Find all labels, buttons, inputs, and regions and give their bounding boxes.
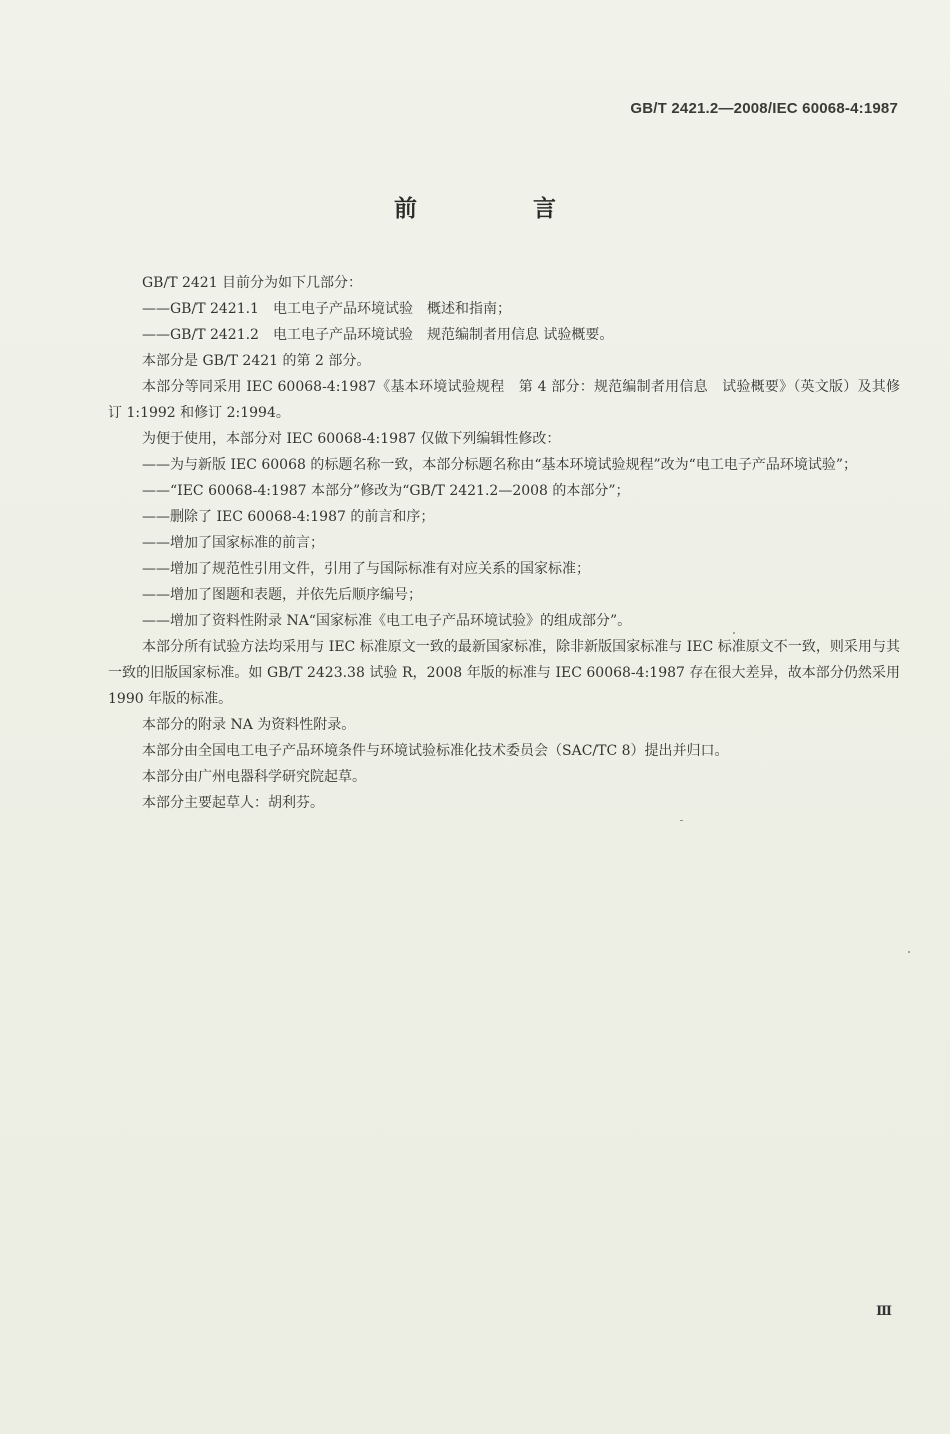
paragraph: 本部分由全国电工电子产品环境条件与环境试验标准化技术委员会（SAC/TC 8）提出并归口。 [142, 743, 729, 759]
list-item: ——删除了 IEC 60068-4:1987 的前言和序； [142, 509, 435, 525]
list-item: ——GB/T 2421.2 电工电子产品环境试验 规范编制者用信息 试验概要。 [142, 327, 614, 343]
list-item: ——增加了国家标准的前言； [142, 535, 324, 551]
foreword-body [108, 270, 900, 816]
list-item: ——增加了规范性引用文件，引用了与国际标准有对应关系的国家标准； [142, 561, 590, 577]
list-item: ——增加了资料性附录 NA“国家标准《电工电子产品环境试验》的组成部分”。 [142, 613, 632, 629]
paragraph: 本部分是 GB/T 2421 的第 2 部分。 [142, 353, 371, 369]
list-item: ——“IEC 60068-4:1987 本部分”修改为“GB/T 2421.2—2008 的本部分”； [142, 483, 630, 499]
page-title: 前 言 [393, 196, 610, 222]
paragraph: 本部分主要起草人：胡利芬。 [142, 795, 324, 811]
scan-speck [908, 951, 910, 953]
paragraph: 为便于使用，本部分对 IEC 60068-4:1987 仅做下列编辑性修改： [142, 431, 561, 447]
page-number: Ⅲ [876, 1304, 892, 1319]
list-item: ——GB/T 2421.1 电工电子产品环境试验 概述和指南； [142, 301, 511, 317]
list-item: ——为与新版 IEC 60068 的标题名称一致，本部分标题名称由“基本环境试验规程”改为“电工电子产品环境试验”； [142, 457, 857, 473]
scan-speck [733, 632, 735, 634]
scan-speck [680, 820, 683, 821]
paragraph: 本部分的附录 NA 为资料性附录。 [142, 717, 356, 733]
paragraph: 本部分由广州电器科学研究院起草。 [142, 769, 366, 785]
paragraph: 本部分等同采用 IEC 60068-4:1987《基本环境试验规程 第 4 部分：规范编制者用信息 试验概要》（英文版）及其修订 1:1992 和修订 2:1994。 [108, 379, 900, 421]
list-item: ——增加了图题和表题，并依先后顺序编号； [142, 587, 422, 603]
paragraph: GB/T 2421 目前分为如下几部分： [142, 275, 363, 291]
paragraph: 本部分所有试验方法均采用与 IEC 标准原文一致的最新国家标准，除非新版国家标准与 IEC 标准原文不一致，则采用与其一致的旧版国家标准。如 GB/T 2423.38 试验 R，2008 年版的标准与 IEC 60068-4:1987 存在很大差异，故本部分仍然采用 1990 年版的标准。 [108, 639, 900, 707]
standard-code-header: GB/T 2421.2—2008/IEC 60068-4:1987 [630, 100, 898, 117]
